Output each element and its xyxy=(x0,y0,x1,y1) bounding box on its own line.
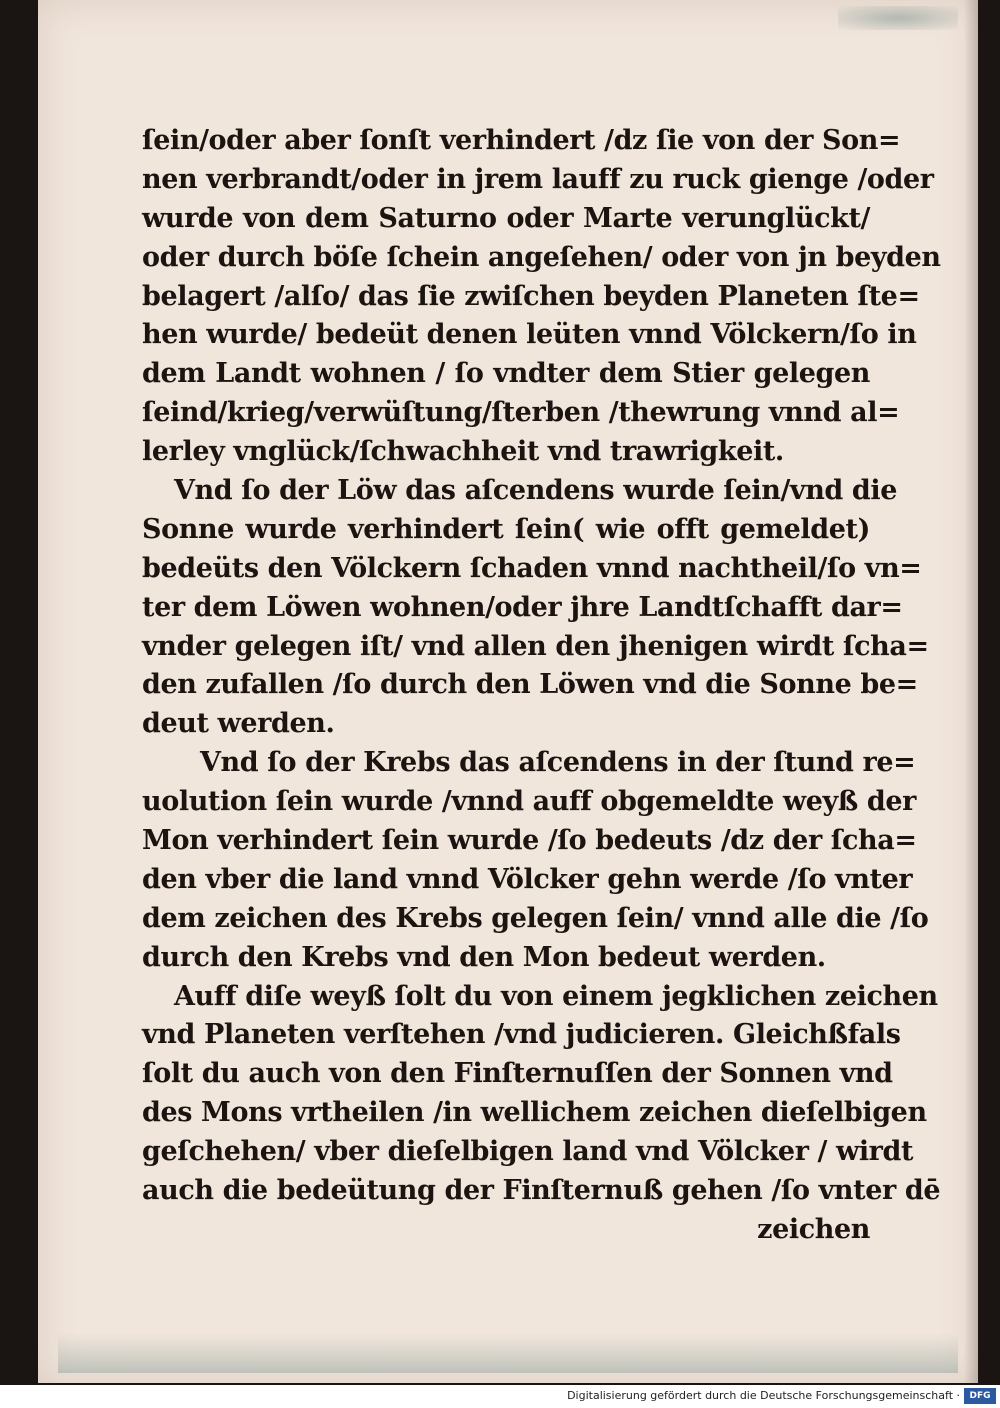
text-line: deut werden. xyxy=(142,708,335,740)
text-line: auch die bedeütung der Finſternuß gehen /ſo vnter dē xyxy=(142,1175,941,1207)
text-line: lerley vnglück/ſchwachheit vnd trawrigkeit. xyxy=(142,436,784,468)
text-line: uolution ſein wurde /vnnd auff obgemeldte weyß der xyxy=(142,786,916,818)
body-text xyxy=(142,122,941,1250)
text-line: den zufallen /ſo durch den Löwen vnd die Sonne be= xyxy=(142,669,918,701)
text-line: dem Landt wohnen / ſo vndter dem Stier gelegen xyxy=(142,358,870,390)
text-line: den vber die land vnnd Völcker gehn werde /ſo vnter xyxy=(142,863,913,895)
text-line: ſolt du auch von den Finſternuſſen der Sonnen vnd xyxy=(142,1058,893,1090)
text-line: ter dem Löwen wohnen/oder jhre Landtſchafft dar= xyxy=(142,591,903,623)
text-line: durch den Krebs vnd den Mon bedeut werden. xyxy=(142,941,826,973)
text-line: Vnd ſo der Löw das aſcendens wurde ſein/vnd die xyxy=(174,475,898,507)
footer-credit: Digitalisierung gefördert durch die Deutsche Forschungsgemeinschaft · xyxy=(567,1389,960,1402)
text-line: geſchehen/ vber dieſelbigen land vnd Völcker / wirdt xyxy=(142,1136,914,1168)
text-line: vnder gelegen iſt/ vnd allen den jhenigen wirdt ſcha= xyxy=(142,630,929,662)
text-line: Auff diſe weyß ſolt du von einem jegklichen zeichen xyxy=(174,980,938,1012)
text-line: ſeind/krieg/verwüſtung/ſterben /thewrung vnnd al= xyxy=(142,397,900,429)
text-line: Sonne wurde verhindert ſein( wie offt gemeldet) xyxy=(142,513,870,545)
text-line: dem zeichen des Krebs gelegen ſein/ vnnd alle die /ſo xyxy=(142,902,929,934)
text-line: bedeüts den Völckern ſchaden vnnd nachtheil/ſo vn= xyxy=(142,552,922,584)
text-line: belagert /alſo/ das ſie zwiſchen beyden Planeten ſte= xyxy=(142,280,920,312)
text-line: ſein/oder aber ſonſt verhindert /dz ſie von der Son= xyxy=(142,125,901,156)
text-line: Mon verhindert ſein wurde /ſo bedeuts /dz der ſcha= xyxy=(142,825,917,857)
dfg-logo: DFG xyxy=(964,1388,996,1404)
text-line: Vnd ſo der Krebs das aſcendens in der ſtund re= xyxy=(200,747,916,779)
text-line: hen wurde/ bedeüt denen leüten vnnd Völckern/ſo in xyxy=(142,319,917,351)
text-line: des Mons vrtheilen /in wellichem zeichen dieſelbigen xyxy=(142,1097,927,1129)
text-line: nen verbrandt/oder in jrem lauff zu ruck gienge /oder xyxy=(142,163,934,195)
text-line: zeichen xyxy=(757,1213,870,1245)
text-line: vnd Planeten verſtehen /vnd judicieren. Gleichßfals xyxy=(142,1019,901,1051)
text-line: wurde von dem Saturno oder Marte verunglückt/ xyxy=(142,202,870,234)
page-stain-top xyxy=(838,6,958,30)
footer-bar xyxy=(0,1385,1000,1408)
text-line: oder durch böſe ſchein angeſehen/ oder von jn beyden xyxy=(142,241,941,273)
page-stain-bottom xyxy=(58,1333,958,1373)
page-edge xyxy=(964,0,978,1383)
